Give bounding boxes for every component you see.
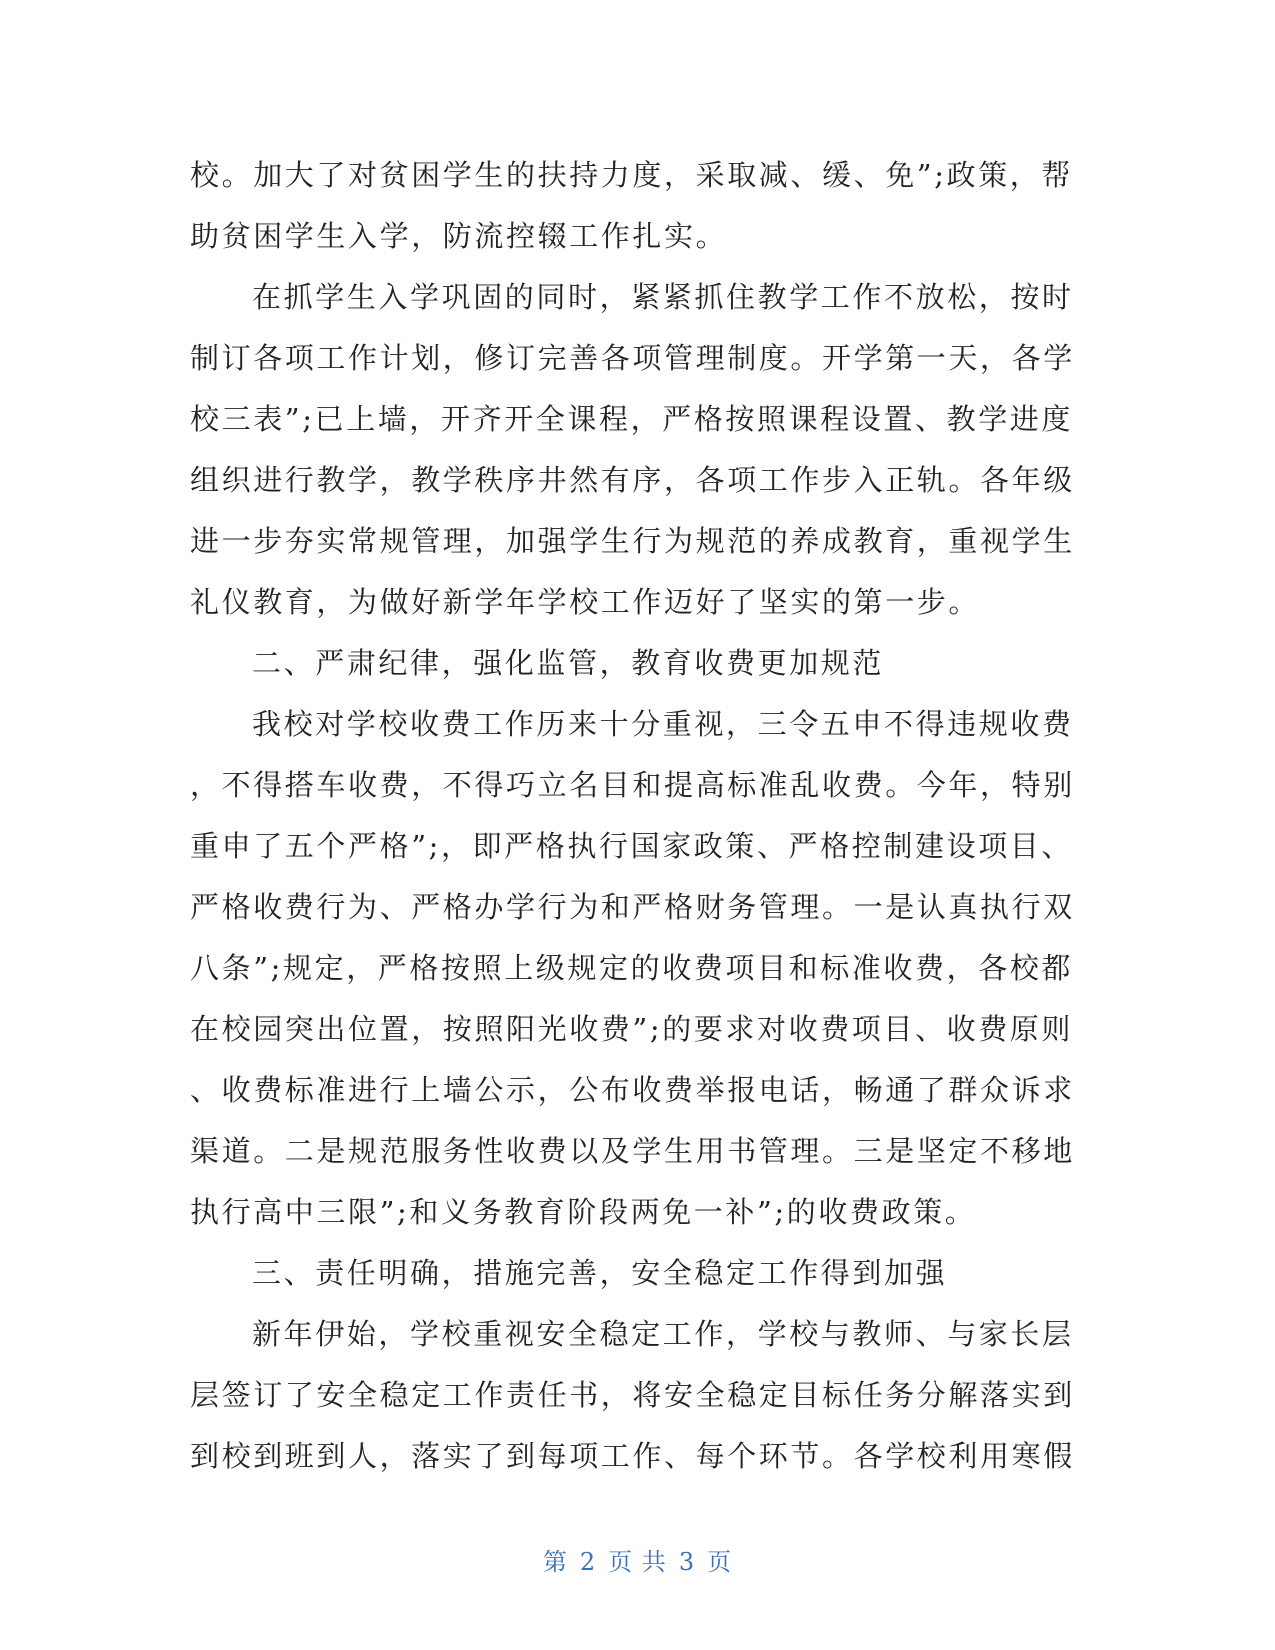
text-line: 层签订了安全稳定工作责任书，将安全稳定目标任务分解落实到	[190, 1378, 1075, 1412]
text-line: 校三表”;已上墙，开齐开全课程，严格按照课程设置、教学进度	[190, 402, 1073, 436]
page-label-suffix: 页	[707, 1548, 733, 1576]
text-line: 执行高中三限”;和义务教育阶段两免一补”;的收费政策。	[190, 1195, 977, 1229]
text-line: 到校到班到人，落实了到每项工作、每个环节。各学校利用寒假	[190, 1439, 1075, 1473]
text-line: 重申了五个严格”;，即严格执行国家政策、严格控制建设项目、	[190, 829, 1073, 863]
page-label-prefix: 第	[542, 1548, 568, 1576]
text-line: 、收费标准进行上墙公示，公布收费举报电话，畅通了群众诉求	[190, 1073, 1075, 1107]
text-line: 制订各项工作计划，修订完善各项管理制度。开学第一天，各学	[190, 341, 1075, 375]
text-line: 在校园突出位置，按照阳光收费”;的要求对收费项目、收费原则	[190, 1012, 1073, 1046]
text-line: 八条”;规定，严格按照上级规定的收费项目和标准收费，各校都	[190, 951, 1073, 985]
text-line: ，不得搭车收费，不得巧立名目和提高标准乱收费。今年，特别	[190, 768, 1075, 802]
current-page-number: 2	[579, 1548, 597, 1576]
text-line: 校。加大了对贫困学生的扶持力度，采取减、缓、免”;政策，帮	[190, 158, 1073, 192]
body-text	[190, 145, 1080, 1487]
section-heading: 三、责任明确，措施完善，安全稳定工作得到加强	[252, 1256, 948, 1290]
section-heading: 二、严肃纪律，强化监管，教育收费更加规范	[252, 646, 885, 680]
page-label-middle: 页 共	[608, 1548, 667, 1576]
paragraph-start-line: 新年伊始，学校重视安全稳定工作，学校与教师、与家长层	[252, 1317, 1074, 1351]
text-line: 礼仪教育，为做好新学年学校工作迈好了坚实的第一步。	[190, 585, 981, 619]
page-footer	[0, 1542, 1275, 1577]
paragraph-start-line: 我校对学校收费工作历来十分重视，三令五申不得违规收费	[252, 707, 1074, 741]
total-pages-number: 3	[678, 1548, 696, 1576]
text-line: 严格收费行为、严格办学行为和严格财务管理。一是认真执行双	[190, 890, 1075, 924]
text-line: 助贫困学生入学，防流控辍工作扎实。	[190, 219, 728, 253]
text-line: 渠道。二是规范服务性收费以及学生用书管理。三是坚定不移地	[190, 1134, 1075, 1168]
text-line: 进一步夯实常规管理，加强学生行为规范的养成教育，重视学生	[190, 524, 1075, 558]
paragraph-start-line: 在抓学生入学巩固的同时，紧紧抓住教学工作不放松，按时	[252, 280, 1074, 314]
text-line: 组织进行教学，教学秩序井然有序，各项工作步入正轨。各年级	[190, 463, 1075, 497]
